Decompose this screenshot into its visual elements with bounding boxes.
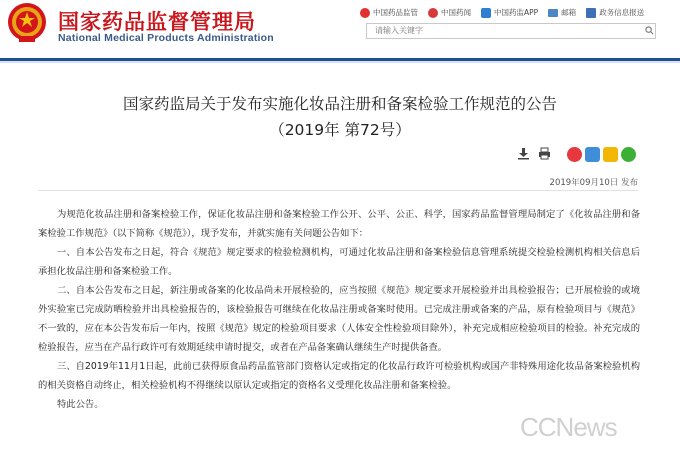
- star-share-icon[interactable]: [603, 147, 618, 162]
- search-icon[interactable]: [645, 26, 654, 35]
- paragraph-1: 一、自本公告发布之日起，符合《规范》规定要求的检验检测机构，可通过化妆品注册和备案检验信息管理系统提交检验检测机构相关信息后承担化妆品注册和备案检验工作。: [38, 247, 640, 277]
- mail-icon: [548, 9, 558, 17]
- top-links: [360, 7, 644, 18]
- publish-date: 2019年09月10日 发布: [549, 178, 638, 188]
- article-tools: [517, 147, 551, 160]
- top-link-report[interactable]: 政务信息报送: [586, 7, 644, 18]
- paragraph-intro: 为规范化妆品注册和备案检验工作，保证化妆品注册和备案检验工作公开、公平、公正、科学，国家药品监督管理局制定了《化妆品注册和备案检验工作规范》（以下简称《规范》），现予发布，并就实施有关问题公告如下：: [38, 209, 640, 239]
- paragraph-2: 二、自本公告发布之日起，新注册或备案的化妆品尚未开展检验的，应当按照《规范》规定要求开展检验并出具检验报告；已开展检验的或境外实验室已完成防晒检验并出具检验报告的，该检验报告可继续在化妆品注册或备案时使用。已完成注册或备案的产品，原有检验项目与《规范》不一致的，应在本公告发布后一年内，按照《规范》规定的检验项目要求（人体安全性检验项目除外），补充完成相应检验项目的检验。补充完成的检验报告，应当在产品行政许可有效期延续申请时提交，或者在产品备案确认继续生产时提供备查。: [38, 285, 640, 353]
- search-field[interactable]: [366, 23, 656, 39]
- top-link-news[interactable]: 中国药闻: [428, 7, 471, 18]
- app-icon: [481, 8, 491, 18]
- top-link-mail[interactable]: 邮箱: [548, 7, 576, 18]
- article-title: 国家药监局关于发布实施化妆品注册和备案检验工作规范的公告: [122, 95, 557, 113]
- news-icon: [428, 8, 438, 18]
- org-name-en[interactable]: National Medical Products Administration: [58, 32, 274, 44]
- wechat-share-icon[interactable]: [621, 147, 636, 162]
- watermark: CCNews: [520, 412, 617, 442]
- search-input[interactable]: [375, 26, 625, 35]
- site-header: [0, 0, 680, 58]
- weibo-icon: [360, 8, 370, 18]
- article-subtitle: （2019年 第72号）: [269, 121, 411, 139]
- top-link-app[interactable]: 中国药监APP: [481, 7, 538, 18]
- qzone-share-icon[interactable]: [585, 147, 600, 162]
- print-icon[interactable]: [538, 147, 551, 160]
- org-name-cn[interactable]: 国家药品监督管理局: [58, 9, 256, 34]
- report-icon: [586, 8, 596, 18]
- national-emblem-icon[interactable]: [7, 2, 47, 44]
- share-bar: [567, 147, 636, 162]
- content-divider: [38, 190, 638, 191]
- weibo-share-icon[interactable]: [567, 147, 582, 162]
- paragraph-closing: 特此公告。: [57, 399, 104, 410]
- download-icon[interactable]: [517, 147, 530, 160]
- paragraph-3: 三、自2019年11月1日起，此前已获得原食品药品监管部门资格认定或指定的化妆品行政许可检验机构或国产非特殊用途化妆品备案检验机构的相关资格自动终止，相关检验机构不得继续以原认定或指定的资格名义受理化妆品注册和备案检验。: [38, 361, 640, 391]
- header-band: [0, 61, 680, 63]
- top-link-weibo[interactable]: 中国药品监管: [360, 7, 418, 18]
- article-body: [38, 205, 640, 414]
